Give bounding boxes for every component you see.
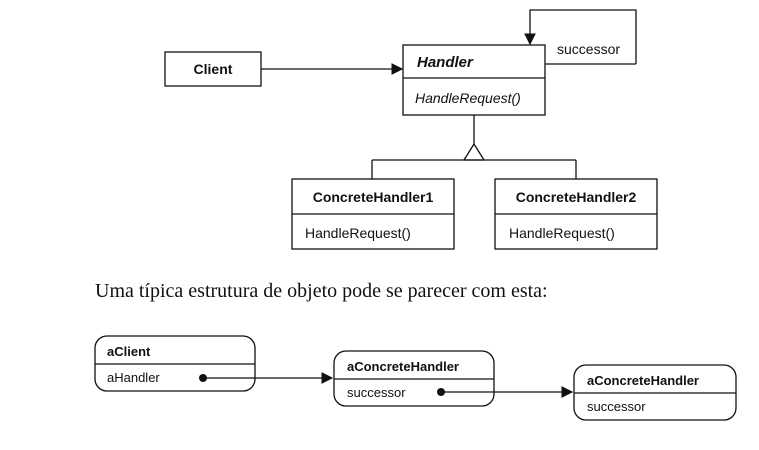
caption-text: Uma típica estrutura de objeto pode se parecer com esta:	[95, 280, 548, 302]
handler-object-1-attribute: successor	[347, 385, 406, 400]
handler-class	[403, 45, 545, 115]
client-object-name: aClient	[107, 344, 151, 359]
concrete-handler-2-operation: HandleRequest()	[509, 225, 615, 241]
concrete-handler-2-name: ConcreteHandler2	[515, 189, 637, 205]
concrete-handler-1-class	[292, 179, 454, 249]
inheritance-connector	[372, 115, 576, 179]
handler-object-2-attribute: successor	[587, 399, 646, 414]
client-object-attribute: aHandler	[107, 370, 160, 385]
concrete-handler-2-class	[495, 179, 657, 249]
handler-class-name: Handler	[417, 54, 473, 71]
inheritance-triangle	[464, 144, 484, 160]
handler-operation: HandleRequest()	[415, 90, 521, 106]
client-class-name: Client	[193, 61, 233, 77]
successor-label: successor	[557, 41, 621, 57]
handler-object-2	[574, 365, 736, 420]
concrete-handler-1-operation: HandleRequest()	[305, 225, 411, 241]
handler-object-1	[334, 351, 494, 406]
client-class	[165, 52, 261, 86]
handler-object-2-name: aConcreteHandler	[587, 373, 699, 388]
concrete-handler-1-name: ConcreteHandler1	[312, 189, 434, 205]
handler-object-1-name: aConcreteHandler	[347, 359, 459, 374]
client-object	[95, 336, 255, 391]
